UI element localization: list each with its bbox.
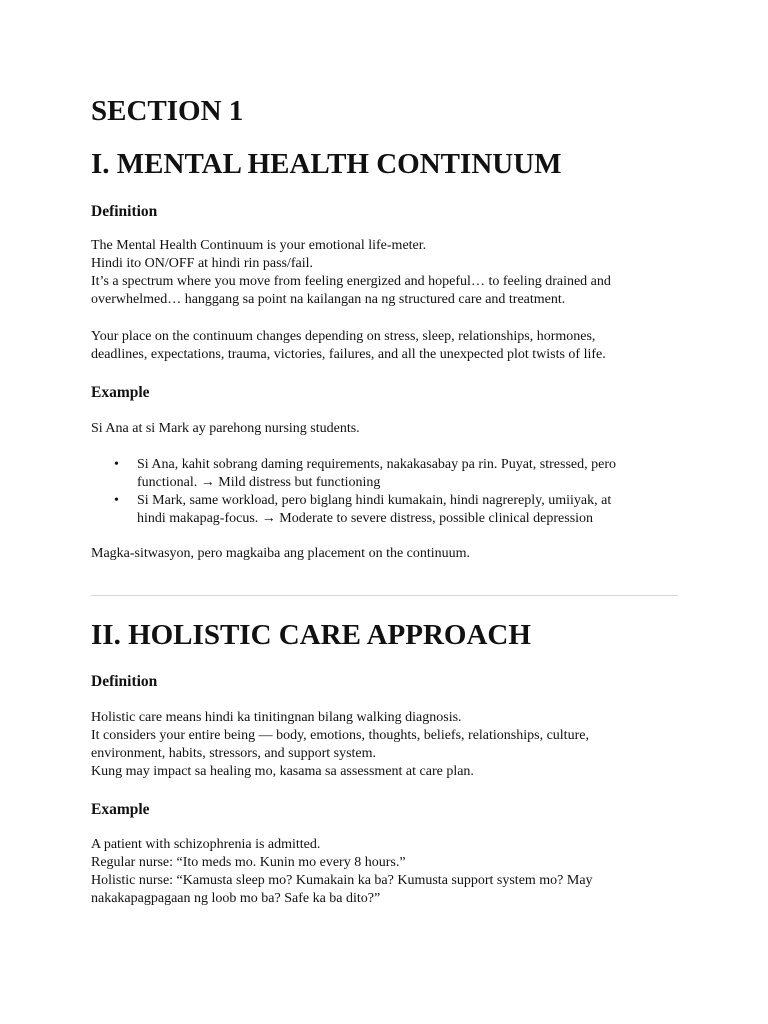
part2-title: II. HOLISTIC CARE APPROACH	[91, 619, 531, 651]
bullet-line: Si Ana, kahit sobrang daming requirements, nakakasabay pa rin. Puyat, stressed, pero	[137, 457, 616, 472]
part1-definition-line: overwhelmed… hanggang sa point na kailangan na ng structured care and treatment.	[91, 292, 566, 307]
part1-definition-line: It’s a spectrum where you move from feeling energized and hopeful… to feeling drained and	[91, 274, 611, 289]
bullet-icon: •	[114, 457, 119, 472]
part1-definition-paragraph	[91, 237, 681, 309]
part2-example-line: Regular nurse: “Ito meds mo. Kunin mo every 8 hours.”	[91, 855, 406, 870]
section-divider	[91, 595, 678, 596]
part1-definition-line: Hindi ito ON/OFF at hindi rin pass/fail.	[91, 256, 314, 271]
part1-example-intro-paragraph	[91, 420, 681, 438]
part1-continuum-line: Your place on the continuum changes depending on stress, sleep, relationships, hormones,	[91, 329, 596, 344]
part2-definition-line: environment, habits, stressors, and support system.	[91, 746, 377, 761]
list-item	[91, 456, 681, 492]
part2-example-line: A patient with schizophrenia is admitted.	[91, 837, 321, 852]
bullet-line: Si Mark, same workload, pero biglang hindi kumakain, hindi nagrereply, umiiyak, at	[137, 493, 612, 508]
section-label: SECTION 1	[91, 95, 244, 127]
part1-definition-line: The Mental Health Continuum is your emotional life-meter.	[91, 238, 427, 253]
part1-example-bullet-list	[91, 456, 681, 528]
part1-definition-heading: Definition	[91, 203, 158, 220]
part2-example-heading: Example	[91, 801, 150, 818]
part1-example-heading: Example	[91, 384, 150, 401]
part1-conclusion-paragraph	[91, 545, 681, 563]
part2-example-paragraph	[91, 836, 681, 908]
bullet-line: hindi makapag-focus. → Moderate to severe distress, possible clinical depression	[137, 511, 594, 526]
part2-definition-line: It considers your entire being — body, emotions, thoughts, beliefs, relationships, culture,	[91, 728, 589, 743]
part2-definition-heading: Definition	[91, 673, 158, 690]
part1-title: I. MENTAL HEALTH CONTINUUM	[91, 148, 562, 180]
part1-conclusion: Magka-sitwasyon, pero magkaiba ang placement on the continuum.	[91, 546, 471, 561]
bullet-icon: •	[114, 493, 119, 508]
part1-example-intro: Si Ana at si Mark ay parehong nursing students.	[91, 421, 360, 436]
part2-definition-line: Holistic care means hindi ka tinitingnan bilang walking diagnosis.	[91, 710, 462, 725]
part2-definition-line: Kung may impact sa healing mo, kasama sa assessment at care plan.	[91, 764, 474, 779]
part1-continuum-line: deadlines, expectations, trauma, victories, failures, and all the unexpected plot twists of life.	[91, 347, 606, 362]
part2-example-line: Holistic nurse: “Kamusta sleep mo? Kumakain ka ba? Kumusta support system mo? May	[91, 873, 593, 888]
list-item	[91, 492, 681, 528]
part2-example-line: nakakapagpagaan ng loob mo ba? Safe ka ba dito?”	[91, 891, 381, 906]
part2-definition-paragraph	[91, 709, 681, 781]
part1-continuum-paragraph	[91, 328, 681, 364]
bullet-line: functional. → Mild distress but functioning	[137, 475, 381, 490]
